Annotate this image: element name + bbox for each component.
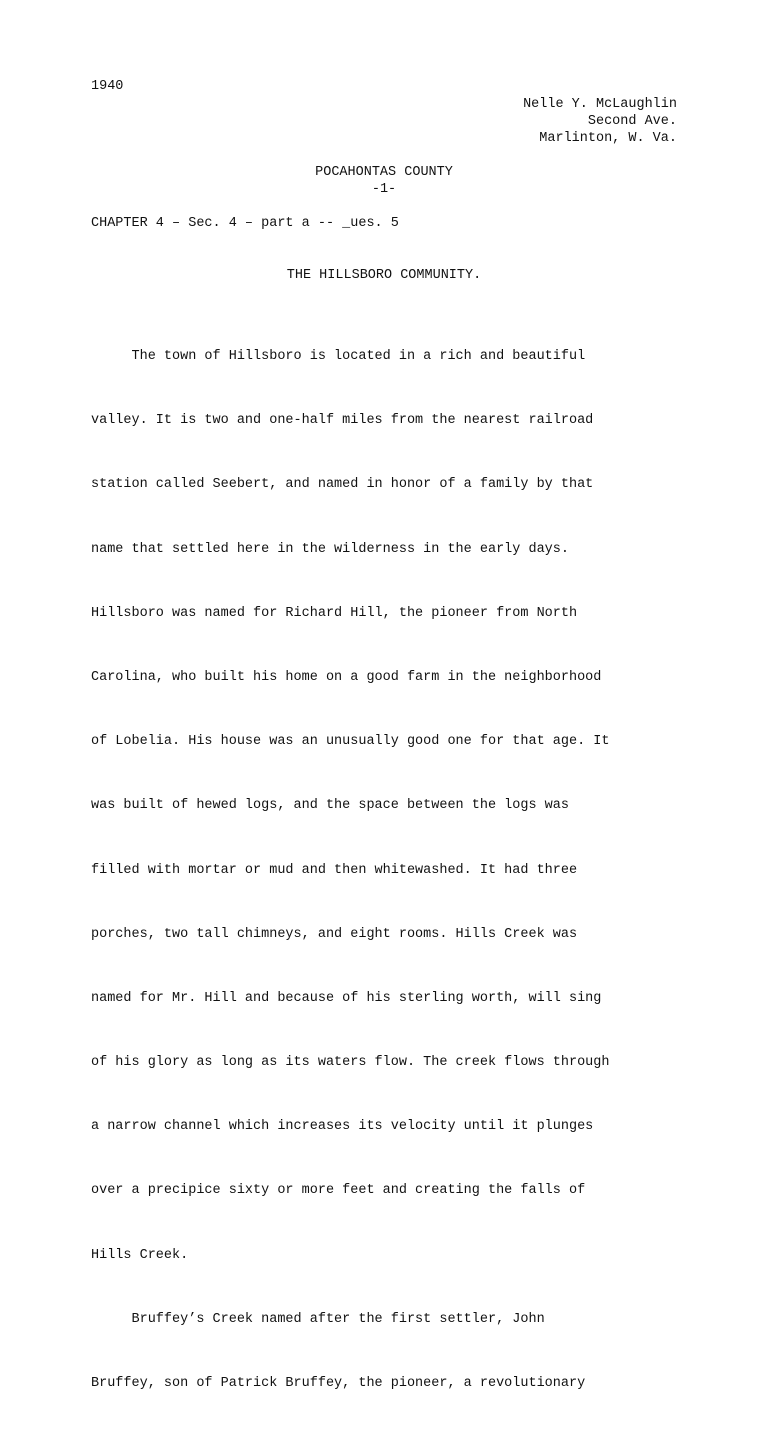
body-line: named for Mr. Hill and because of his sterling worth, will sing: [91, 990, 602, 1006]
section-title: THE HILLSBORO COMMUNITY.: [286, 268, 482, 283]
page-number: -1-: [371, 182, 397, 197]
author-street: Second Ave.: [587, 114, 677, 129]
body-line: filled with mortar or mud and then whitewashed. It had three: [91, 862, 578, 878]
body-text: [91, 318, 681, 1439]
author-name: Nelle Y. McLaughlin: [523, 97, 677, 112]
body-line: a narrow channel which increases its velocity until it plunges: [91, 1119, 594, 1135]
chapter-line: CHAPTER 4 – Sec. 4 – part a -- _ues. 5: [91, 216, 399, 231]
body-line: The town of Hillsboro is located in a rich and beautiful: [91, 349, 586, 364]
body-line: was built of hewed logs, and the space between the logs was: [91, 798, 569, 814]
body-line: of his glory as long as its waters flow. The creek flows through: [91, 1055, 610, 1071]
body-line: name that settled here in the wilderness in the early days.: [91, 541, 569, 557]
body-line: porches, two tall chimneys, and eight rooms. Hills Creek was: [91, 926, 578, 942]
body-line: of Lobelia. His house was an unusually good one for that age. It: [91, 734, 610, 750]
body-line: Bruffey’s Creek named after the first settler, John: [91, 1311, 545, 1327]
body-line: valley. It is two and one-half miles from the nearest railroad: [91, 413, 594, 429]
body-line: Bruffey, son of Patrick Bruffey, the pioneer, a revolutionary: [91, 1376, 586, 1391]
body-line: station called Seebert, and named in honor of a family by that: [91, 477, 594, 493]
document-year: 1940: [91, 79, 124, 94]
body-line: over a precipice sixty or more feet and creating the falls of: [91, 1183, 586, 1199]
body-line: Hillsboro was named for Richard Hill, the pioneer from North: [91, 605, 578, 621]
body-line: Carolina, who built his home on a good farm in the neighborhood: [91, 669, 602, 685]
author-city: Marlinton, W. Va.: [539, 131, 677, 146]
body-line: Hills Creek.: [91, 1247, 189, 1263]
county-title: POCAHONTAS COUNTY: [315, 165, 453, 180]
